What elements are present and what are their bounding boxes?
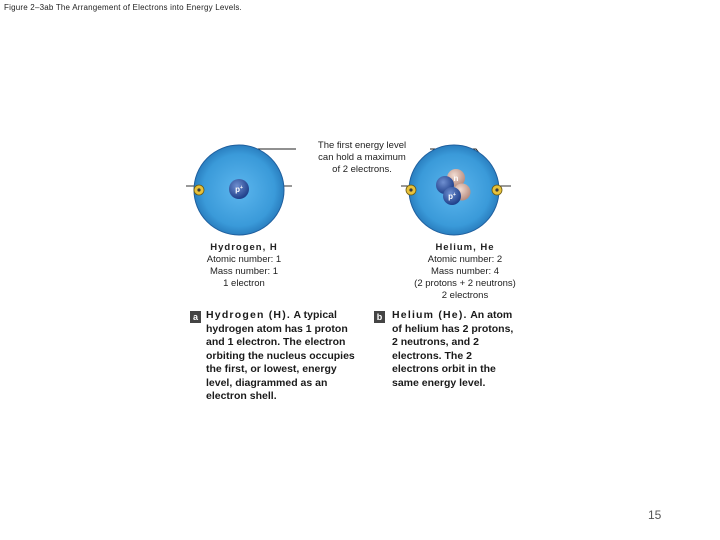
panel-a-text-4: orbiting the nucleus occupies — [206, 349, 355, 362]
hydrogen-atom — [186, 145, 292, 235]
panel-b-description — [392, 309, 532, 390]
helium-composition: (2 protons + 2 neutrons) — [414, 278, 516, 289]
helium-name: Helium, He — [435, 242, 495, 253]
panel-b-text-2: of helium has 2 protons, — [392, 322, 514, 335]
panel-a-text-2: hydrogen atom has 1 proton — [206, 322, 348, 335]
panel-a-description — [206, 309, 371, 404]
callout-line-2: can hold a maximum — [318, 152, 406, 163]
panel-a-text-3: and 1 electron. The electron — [206, 336, 346, 348]
helium-neutron-label: n — [453, 174, 459, 183]
helium-info — [390, 242, 540, 302]
helium-atomic-number: Atomic number: 2 — [427, 254, 503, 265]
callout-line-3: of 2 electrons. — [332, 164, 392, 175]
panel-a-badge: a — [190, 311, 201, 323]
hydrogen-mass-number: Mass number: 1 — [209, 266, 279, 277]
panel-b-text-3: 2 neutrons, and 2 — [392, 336, 479, 348]
callout-line-1: The first energy level — [317, 140, 407, 151]
panel-b-text-5: electrons orbit in the — [392, 363, 496, 375]
helium-proton-label: p+ — [448, 192, 456, 201]
hydrogen-electron-count: 1 electron — [223, 278, 265, 289]
helium-mass-number: Mass number: 4 — [430, 266, 500, 277]
panel-b-text-4: electrons. The 2 — [392, 349, 472, 362]
panel-a-lead: Hydrogen (H). — [206, 309, 292, 321]
hydrogen-name: Hydrogen, H — [210, 242, 278, 253]
helium-electron-right-core — [495, 188, 498, 191]
panel-a-text-5: the first, or lowest, energy — [206, 363, 337, 375]
figure-title: Figure 2–3ab The Arrangement of Electrons into Energy Levels. — [4, 3, 242, 12]
panel-b-text-6: same energy level. — [392, 376, 486, 389]
hydrogen-atomic-number: Atomic number: 1 — [206, 254, 282, 265]
page-number: 15 — [648, 508, 662, 522]
hydrogen-info — [178, 242, 310, 290]
panel-a-text-7: electron shell. — [206, 390, 277, 402]
panel-a-text-6: level, diagrammed as an — [206, 376, 328, 389]
panel-b-badge: b — [374, 311, 385, 323]
panel-b-lead: Helium (He). — [392, 309, 468, 321]
helium-electron-count: 2 electrons — [441, 290, 489, 301]
hydrogen-electron-core — [197, 188, 200, 191]
helium-electron-left-core — [409, 188, 412, 191]
energy-level-callout — [296, 140, 428, 176]
panel-b-text-1: An atom — [470, 309, 513, 321]
panel-a-text-1: A typical — [293, 309, 337, 321]
hydrogen-proton-label: p+ — [235, 185, 243, 194]
